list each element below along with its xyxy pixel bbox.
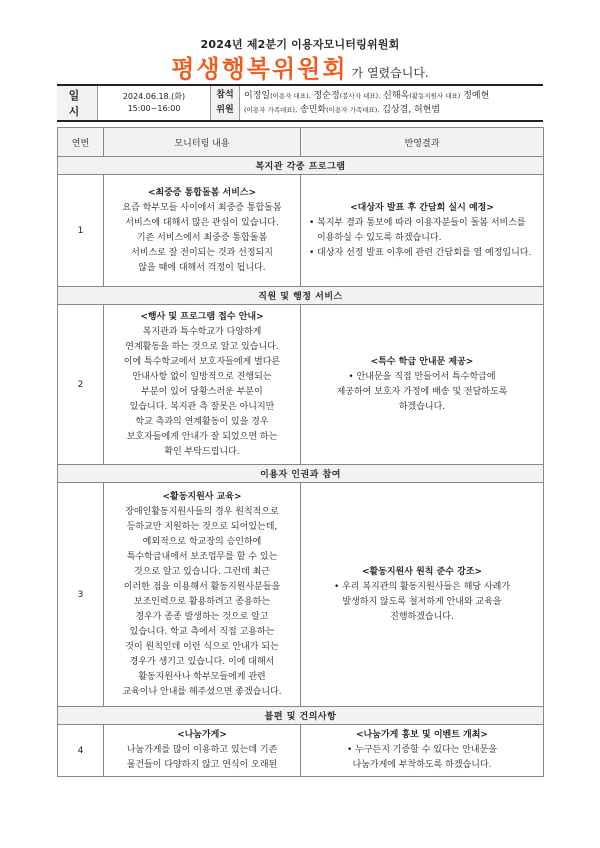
col-header-result: 반영결과 [301,128,544,157]
attendee-name: 신해옥 [383,91,410,101]
meeting-date: 2024.06.18.(화) [122,92,186,101]
content-line: 기존 서비스에서 최중증 통합돌봄 [136,232,268,243]
attendees-line-2 [244,103,539,117]
monitoring-content [104,483,301,707]
section-row [58,287,544,305]
content-title: <나눔가게> [177,730,227,740]
meeting-info-table [57,84,543,122]
section-title: 이용자 인권과 참여 [58,465,544,483]
result-title: <특수 학급 안내문 제공> [370,356,474,367]
meeting-datetime [98,85,211,121]
table-header-row [58,128,544,157]
committee-title: 평생행복위원회 [171,55,348,83]
content-line: 안내사항 없이 일방적으로 진행되는 [132,371,272,382]
content-line: 연계활동을 하는 것으로 알고 있습니다. [125,341,279,352]
result-cell [301,483,544,707]
content-line: 등하교만 지원하는 것으로 되어있는데, [126,521,278,532]
result-line: • 누구든지 기증할 수 있다는 안내문을 [346,745,498,755]
row-number: 4 [58,725,104,777]
row-number: 2 [58,305,104,465]
result-line: 하겠습니다. [398,401,446,412]
result-line: 제공하여 보호자 가정에 배송 및 전달하도록 [336,386,508,397]
section-title: 불편 및 건의사항 [58,707,544,725]
document-header [60,38,540,88]
content-line: 있습니다. 복지관 측 잘못은 아니지만 [129,401,275,412]
monitoring-content [104,175,301,287]
content-line: 서비스에 대해서 많은 관심이 있습니다. [125,217,279,228]
attendees-label [211,85,240,121]
result-cell [301,725,544,777]
content-line: 부분이 있어 당황스러운 부분이 [141,386,263,397]
attendee-name: 이정일 [244,91,271,101]
section-row [58,157,544,175]
result-bullet: • 대상자 선정 발표 이후에 관련 간담회를 열 예정입니다. [309,247,532,258]
content-title: <행사 및 프로그램 접수 안내> [140,311,264,322]
content-line: 보조인력으로 활용하려고 종용하는 [133,596,271,607]
row-number: 3 [58,483,104,707]
section-title: 복지관 각종 프로그램 [58,157,544,175]
content-line: 활동지원사나 학부모들에게 관련 [138,671,266,682]
attendee-name: 정순정 [313,91,340,101]
content-line: 이에 특수학교에서 보호자들에게 별다른 [123,356,281,367]
meeting-time: 15:00~16:00 [127,104,181,113]
content-line: 있습니다. 학교 측에서 직접 고용하는 [129,626,275,637]
result-cell [301,305,544,465]
attendee-role: (활동지원사 대표) [409,92,461,100]
col-header-no: 연번 [58,128,104,157]
attendees-line-1 [244,89,539,103]
section-row [58,465,544,483]
content-line: 교육이나 안내를 해주셨으면 좋겠습니다. [122,686,282,697]
result-title: <대상자 발표 후 간담회 실시 예정> [350,202,494,213]
row-number: 1 [58,175,104,287]
content-line: 이러한 점을 이용해서 활동지원사분들을 [123,581,281,592]
content-line: 장애인활동지원사들의 경우 원칙적으로 [125,506,279,517]
content-line: 보호자들에게 안내가 잘 되었으면 하는 [126,431,278,442]
content-line: 복지관과 특수학교가 다양하게 [142,326,262,337]
content-line: 요즘 학부모들 사이에서 최중증 통합돌봄 [122,202,282,213]
content-title: <최중증 통합돌봄 서비스> [147,187,257,198]
content-line: 확인 부탁드립니다. [164,446,240,457]
content-line: 경우가 생기고 있습니다. 이에 대해서 [129,656,275,667]
attendee-name: 김상겸, 허현범 [382,105,441,115]
content-line: 것으로 알고 있습니다. 그런데 최근 [133,566,271,577]
result-line: • 우리 복지관의 활동지원사들은 해당 사례가 [333,581,511,592]
attendee-role: (봉사자 대표), [339,92,381,100]
content-line: 학교 측과의 연계활동이 있을 경우 [135,416,269,427]
content-line: 특수학급내에서 보조업무를 할 수 있는 [126,551,278,562]
content-line: 것이 원칙인데 이런 식으로 안내가 되는 [125,641,279,652]
table-row [58,175,544,287]
content-line: 물건들이 다양하지 않고 연식이 오래된 [126,760,278,770]
attendees-label-2: 위원 [216,105,234,115]
title-line [60,54,540,88]
result-line: 진행하겠습니다. [390,611,454,622]
table-row [58,483,544,707]
result-title: <활동지원사 원칙 준수 강조> [361,566,483,577]
result-line: 나눔가게에 부착하도록 하겠습니다. [352,760,492,770]
content-line: 나눔가게를 많이 이용하고 있는데 기존 [126,745,278,755]
table-row [58,305,544,465]
table-row [58,725,544,777]
attendees-label-1: 참석 [216,90,234,100]
result-title: <나눔가게 홍보 및 이벤트 개최> [356,730,488,740]
monitoring-content [104,725,301,777]
attendee-role: (이용자 가족대표), [326,106,380,114]
section-row [58,707,544,725]
section-title: 직원 및 행정 서비스 [58,287,544,305]
monitoring-table [57,127,544,777]
result-cell [301,175,544,287]
content-line: 예외적으로 학교장의 승인하에 [142,536,262,547]
monitoring-content [104,305,301,465]
attendee-name: 송민화 [300,105,327,115]
content-line: 않을 때에 대해서 걱정이 됩니다. [138,262,266,273]
date-label: 일 시 [57,85,98,121]
result-bullet: • 복지부 결과 통보에 따라 이용자분들이 돌봄 서비스를 이용하실 수 있도록 하겠습니다. [309,217,526,243]
content-title: <활동지원사 교육> [162,491,242,502]
attendee-role: (이용자 대표), [270,92,311,100]
attendees-list [240,85,544,121]
meeting-subtitle: 2024년 제2분기 이용자모니터링위원회 [200,38,400,51]
content-line: 경우가 종종 발생하는 것으로 알고 [135,611,269,622]
title-suffix: 가 열렸습니다. [351,66,429,80]
attendee-role: (이용자 가족대표), [244,106,298,114]
content-line: 서비스로 잘 전이되는 것과 선정되지 [131,247,273,258]
result-line: • 안내문을 직접 만들어서 특수학급에 [348,371,496,382]
col-header-content: 모니터링 내용 [104,128,301,157]
attendee-name: 정예현 [463,91,490,101]
result-line: 발생하지 않도록 철저하게 안내와 교육을 [342,596,502,607]
